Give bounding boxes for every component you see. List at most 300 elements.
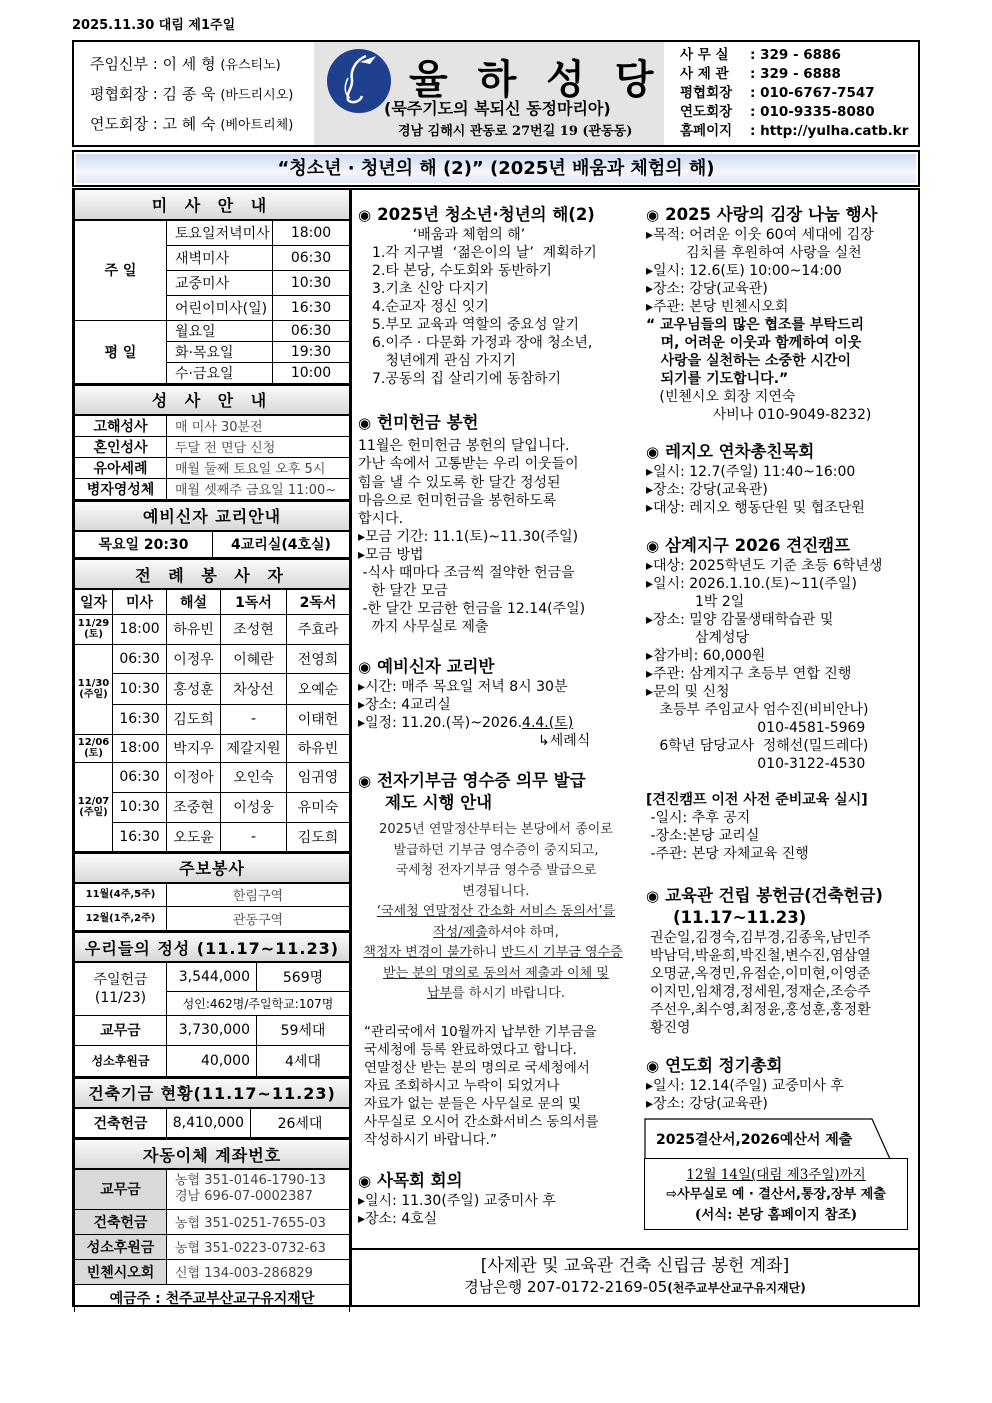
- section-heading: [358, 656, 640, 678]
- baptism-note: ↳세례식: [538, 733, 591, 749]
- text-line: 삼계성당: [646, 630, 750, 646]
- section-header: 성 사 안 내: [75, 385, 350, 415]
- legio-details: [646, 463, 928, 517]
- catechumen-room: 4교리실(4호실): [213, 531, 350, 558]
- mass-time: 16:30: [113, 704, 167, 734]
- minister-name: -: [221, 822, 287, 851]
- offering-label: 교무금: [75, 1015, 167, 1045]
- sunday-offering-amount: 3,544,000: [167, 962, 257, 991]
- minister-name: 유미숙: [287, 792, 350, 822]
- mass-time: 06:30: [273, 320, 350, 341]
- text-line: 며, 어려운 이웃과 함께하여 이웃: [646, 335, 862, 351]
- text-line: 한 달간 모금: [358, 583, 448, 600]
- sacrament-name: 고해성사: [75, 415, 167, 437]
- staff-yeondo-president: [90, 112, 314, 142]
- heading-text: 2025년 청소년·청년의 해(2): [377, 205, 595, 224]
- detail-line: ▸시간: 매주 목요일 저녁 8시 30분: [358, 679, 568, 695]
- theme-banner: “청소년 · 청년의 해 (2)” (2025년 배움과 체험의 해): [72, 150, 920, 187]
- text-line: -일시: 추후 공지: [646, 810, 751, 826]
- text-line: ▸장소: 4호실: [358, 1211, 438, 1227]
- text-line: ▸일시: 12.6(토) 10:00~14:00: [646, 263, 842, 279]
- staff-pastor: [90, 52, 314, 82]
- table-row: [75, 704, 350, 734]
- kimjang-details: [646, 226, 928, 316]
- heading-text: 삼계지구 2026 견진캠프: [665, 536, 851, 555]
- sacrament-info: 매 미사 30분전: [167, 415, 350, 437]
- mass-name: 어린이미사(일): [167, 295, 273, 320]
- text-line: ▸장소: 밀양 감물생태학습관 및: [646, 612, 834, 628]
- minister-name: 임귀영: [287, 762, 350, 792]
- mass-time: 10:30: [113, 792, 167, 822]
- text-line: 4.순교자 정신 잇기: [372, 299, 489, 315]
- text-line: 발급하던 기부금 영수증이 중지되고,: [393, 842, 599, 858]
- minister-name: 제갈지원: [221, 734, 287, 762]
- notice-text: 하니: [472, 945, 502, 960]
- service-date: [75, 734, 113, 762]
- mass-time: 18:00: [273, 220, 350, 245]
- footer-title: [사제관 및 교육관 건축 신립금 봉헌 계좌]: [480, 1256, 790, 1276]
- mass-name: 수·금요일: [167, 362, 273, 383]
- text-line: ▸주관: 삼계지구 초등부 연합 진행: [646, 666, 852, 682]
- minister-name: 조중현: [167, 792, 221, 822]
- callout-reference: (서식: 본당 홈페이지 참조): [694, 1207, 858, 1223]
- account-label: 빈첸시오회: [75, 1259, 167, 1284]
- text-line: ▸주관: 본당 빈첸시오회: [646, 299, 789, 315]
- sacrament-info: 두달 전 면담 신청: [167, 436, 350, 457]
- mass-time: 16:30: [113, 822, 167, 851]
- catechumen-table: [74, 500, 350, 559]
- building-account-footer: [352, 1248, 918, 1305]
- table-row: [75, 734, 350, 762]
- day-text: (토): [84, 748, 103, 759]
- mass-time: 19:30: [273, 341, 350, 362]
- text-line: ▸대상: 2025학년도 기준 초등 6학년생: [646, 558, 883, 574]
- youth-goals-list: [358, 244, 640, 388]
- mass-schedule-table: [74, 190, 350, 384]
- offering-amount: 40,000: [167, 1045, 257, 1076]
- contact-label: 사 무 실: [680, 47, 729, 63]
- text-line: (빈첸시오 회장 지연숙: [646, 389, 796, 405]
- minister-name: 김도희: [167, 704, 221, 734]
- text-line: 마음으로 헌미헌금을 봉헌하도록: [358, 492, 557, 509]
- catechism-section: [358, 656, 640, 750]
- text-line: ▸모금 기간: 11.1(토)~11.30(주일): [358, 529, 579, 546]
- minister-name: 오도윤: [167, 822, 221, 851]
- section-header: 자동이체 계좌번호: [75, 1139, 350, 1169]
- contact-rectory: [680, 65, 920, 84]
- service-date: [75, 614, 113, 644]
- contact-yeondo: [680, 103, 920, 122]
- contact-homepage: [680, 122, 920, 141]
- text-line: 까지 사무실로 제출: [358, 619, 489, 636]
- heading-text: 사목회 회의: [377, 1171, 463, 1190]
- council-meeting-section: [358, 1170, 640, 1228]
- yeondo-meeting-section: [646, 1055, 928, 1113]
- baptism-date: 4.4.(토): [522, 715, 574, 731]
- account-number: 농협 351-0251-7655-03: [167, 1209, 350, 1234]
- text-line: ▸참가비: 60,000원: [646, 648, 766, 664]
- text-line: 오명균,옥경민,유점순,이미현,이영준: [650, 966, 871, 982]
- notice-line: 받는 분의 명의로 동의서 제출과 이체 및: [383, 965, 609, 981]
- kimjang-section: [646, 204, 928, 424]
- text-line: 자료가 없는 분들은 사무실로 문의 및: [364, 1095, 582, 1112]
- section-heading: [358, 1170, 640, 1192]
- hunmi-section: [358, 412, 640, 636]
- text-line: ▸대상: 레지오 행동단원 및 협조단원: [646, 500, 865, 516]
- circle-bullet-icon: ◉: [646, 537, 660, 555]
- text-line: -한 달간 모금한 헌금을 12.14(주일): [358, 601, 586, 618]
- text-line: 힘을 낼 수 있도록 한 달간 정성된: [358, 474, 561, 491]
- right-column: [640, 190, 918, 1250]
- contact-value: : 010-6767-7547: [750, 85, 875, 101]
- text-line: 되기를 기도합니다.”: [646, 371, 789, 387]
- minister-name: 김도희: [287, 822, 350, 851]
- text-line: “관리국에서 10월까지 납부한 기부금을: [364, 1023, 597, 1040]
- minister-name: 하유빈: [287, 734, 350, 762]
- circle-bullet-icon: ◉: [646, 443, 660, 461]
- text-line: -주관: 본당 자체교육 진행: [646, 846, 809, 862]
- account-label: 건축헌금: [75, 1209, 167, 1234]
- text-line: 가난 속에서 고통받는 우리 이웃들이: [358, 456, 579, 473]
- section-header: 미 사 안 내: [75, 190, 350, 220]
- notice-text: 반드시 기부금 영수증: [501, 945, 623, 960]
- text-line: 초등부 주임교사 엄수진(비비안나): [646, 702, 869, 718]
- account-number: 농협 351-0223-0732-63: [167, 1234, 350, 1259]
- column-header: 미사: [113, 589, 167, 614]
- minister-name: 오예순: [287, 673, 350, 704]
- text-line: 주선우,최수영,최정윤,홍성훈,홍정환: [650, 1002, 871, 1018]
- mass-name: 화·목요일: [167, 341, 273, 362]
- auto-transfer-table: [74, 1138, 350, 1312]
- minister-name: 하유빈: [167, 614, 221, 644]
- date-text: 12/06: [77, 737, 110, 748]
- text-line: 2025년 연말정산부터는 본당에서 종이로: [379, 822, 613, 837]
- heading-text: 교육관 건립 봉헌금(건축헌금): [665, 886, 883, 905]
- text-line: 사비나 010-9049-8232): [646, 407, 872, 423]
- text-line: 3.기초 신앙 다지기: [372, 281, 489, 297]
- minister-name: 이성웅: [221, 792, 287, 822]
- building-fund-table: [74, 1077, 350, 1139]
- section-heading: [646, 535, 928, 557]
- minister-name: -: [221, 704, 287, 734]
- account-label: 성소후원금: [75, 1234, 167, 1259]
- table-row: [75, 762, 350, 792]
- notice-text: 작성/제출: [433, 924, 488, 940]
- text-line: 1박 2일: [646, 594, 745, 610]
- building-offering-amount: 8,410,000: [167, 1108, 251, 1138]
- text-line: 사랑을 실천하는 소중한 시간이: [646, 353, 852, 369]
- homepage-link[interactable]: : http://yulha.catb.kr: [750, 123, 909, 139]
- youth-year-section: [358, 204, 640, 388]
- text-line: ▸장소: 강당(교육관): [646, 1096, 768, 1112]
- mass-name: 토요일저녁미사: [167, 220, 273, 245]
- table-row: [75, 644, 350, 673]
- minister-name: 이태헌: [287, 704, 350, 734]
- offering-label: 성소후원금: [75, 1045, 167, 1076]
- contact-value: : 010-9335-8080: [750, 104, 875, 120]
- pre-education-title: [견진캠프 이전 사전 준비교육 실시]: [646, 792, 868, 808]
- contact-label: 평협회장: [680, 85, 733, 101]
- attendance-count: 569명: [257, 962, 350, 991]
- building-offering-label: 건축헌금: [75, 1108, 167, 1138]
- section-heading: [358, 770, 640, 792]
- circle-bullet-icon: ◉: [358, 206, 372, 224]
- section-header: 우리들의 정성 (11.17~11.23): [75, 932, 350, 962]
- date-text: 12/07: [77, 795, 110, 807]
- section-heading: [646, 1055, 928, 1077]
- sacrament-name: 병자영성체: [75, 478, 167, 499]
- notice-text: 하셔야 하며,: [487, 924, 559, 940]
- table-row: [75, 673, 350, 704]
- circle-bullet-icon: ◉: [358, 1172, 372, 1190]
- baptismal-name: (바드리시오): [220, 88, 294, 103]
- day-text: (토): [84, 629, 103, 640]
- text-line: ▸일시: 12.7(주일) 11:40~16:00: [646, 464, 856, 480]
- text-line: 변경됩니다.: [462, 883, 530, 899]
- notice-text: 납부: [427, 986, 453, 1001]
- mass-name: 교중미사: [167, 270, 273, 295]
- text-line: 청년에게 관심 가지기: [372, 353, 516, 369]
- column-header: 해설: [167, 589, 221, 614]
- text-line: 황진영: [650, 1020, 691, 1036]
- minister-name: 조성현: [221, 614, 287, 644]
- notice-text: 책정자 변경이 불가: [363, 945, 473, 960]
- section-heading: [358, 412, 640, 434]
- attendance-detail: 성인:462명/주일학교:107명: [167, 991, 350, 1015]
- text-line: 11월은 헌미헌금 봉헌의 달입니다.: [358, 438, 570, 454]
- text-line: 자료 조회하시고 누락이 되었거나: [364, 1077, 560, 1094]
- donor-names: [646, 929, 928, 1037]
- church-patron: (묵주기도의 복되신 동정마리아): [384, 99, 611, 118]
- minister-name: 차상선: [221, 673, 287, 704]
- offering-table: [74, 931, 350, 1077]
- text-line: 010-4581-5969: [646, 720, 866, 736]
- building-donors-section: [646, 885, 928, 1037]
- sacrament-name: 혼인성사: [75, 436, 167, 457]
- heading-text: 2025 사랑의 김장 나눔 행사: [665, 205, 878, 224]
- camp-details: [646, 557, 928, 773]
- bulletin-service-table: [74, 852, 350, 932]
- text-line: 010-3122-4530: [646, 756, 866, 772]
- text-line: 연말정산 받는 분의 명의로 국세청에서: [364, 1059, 590, 1076]
- detail-line: ▸일정: 11.20.(목)~2026.: [358, 715, 523, 731]
- baptismal-name: (유스티노): [220, 58, 281, 73]
- section-header: 전 례 봉 사 자: [75, 559, 350, 589]
- church-name: 율 하 성 당: [409, 57, 662, 103]
- mass-time: 10:00: [273, 362, 350, 383]
- text-line: 권순일,김경숙,김부경,김종욱,남민주: [650, 930, 871, 946]
- minister-name: 전영희: [287, 644, 350, 673]
- hunmi-details: [358, 528, 640, 636]
- service-district: 한림구역: [167, 883, 350, 907]
- text-line: ▸모금 방법: [358, 547, 424, 564]
- date-text: 11/30: [77, 678, 110, 689]
- kimjang-quote: [646, 316, 928, 388]
- text-line: 1.각 지구별 ‘젊은이의 날’ 계획하기: [372, 245, 597, 261]
- text-line: ▸일시: 12.14(주일) 교중미사 후: [646, 1078, 844, 1094]
- contact-label: 연도회장: [680, 104, 733, 120]
- text-line: 7.공동의 집 살리기에 동참하기: [372, 371, 561, 387]
- sunday-label: 주 일: [75, 220, 167, 320]
- staff-council-president: [90, 82, 314, 112]
- kimjang-signature: [646, 388, 928, 424]
- mass-time: 18:00: [113, 734, 167, 762]
- minister-name: 이혜란: [221, 644, 287, 673]
- receipt-quote: [358, 1023, 640, 1149]
- council-details: [358, 1192, 640, 1228]
- notice-line: ‘국세청 연말정산 간소화 서비스 동의서’를: [376, 904, 616, 919]
- service-date: [75, 644, 113, 734]
- service-period: 11월(4주,5주): [75, 883, 167, 907]
- circle-bullet-icon: ◉: [646, 1057, 660, 1075]
- minister-name: 이정우: [167, 644, 221, 673]
- bulletin-body: [72, 188, 920, 1307]
- pre-education-details: [646, 809, 928, 863]
- text-line: ▸장소: 강당(교육관): [646, 482, 768, 498]
- heading-text: 헌미헌금 봉헌: [377, 413, 479, 432]
- confirmation-camp-section: [646, 535, 928, 863]
- section-heading: [646, 204, 928, 226]
- offering-amount: 3,730,000: [167, 1015, 257, 1045]
- section-heading: [358, 204, 640, 226]
- sacrament-name: 유아세례: [75, 457, 167, 478]
- contact-list: [664, 42, 920, 145]
- text-line: ▸장소: 강당(교육관): [646, 281, 768, 297]
- hunmi-paragraph: [358, 437, 640, 528]
- mass-name: 월요일: [167, 320, 273, 341]
- account-number: 경남 696-07-0002387: [175, 1189, 313, 1205]
- text-line: 국세청 전자기부금 영수증 발급으로: [395, 863, 597, 878]
- service-district: 관동구역: [167, 907, 350, 931]
- circle-bullet-icon: ◉: [358, 772, 372, 790]
- middle-column: [352, 190, 640, 1250]
- account-label: 교무금: [75, 1169, 167, 1209]
- text-line: -식사 때마다 조금씩 절약한 헌금을: [358, 565, 575, 582]
- text-line: 6.이주 · 다문화 가정과 장애 청소년,: [372, 335, 593, 351]
- column-header: 1독서: [221, 589, 287, 614]
- mass-time: 06:30: [113, 762, 167, 792]
- heading-text: 제도 시행 안내: [385, 793, 493, 812]
- bulletin-header: [72, 40, 920, 147]
- heading-text: 예비신자 교리반: [377, 657, 495, 676]
- heading-text: 레지오 연차총친목회: [665, 442, 815, 461]
- church-title-block: [314, 42, 664, 145]
- contact-council: [680, 84, 920, 103]
- service-period: 12월(1주,2주): [75, 907, 167, 931]
- text-line: 이지민,임채경,정세원,정재순,조승주: [650, 984, 871, 1000]
- sacrament-info: 매월 둘째 토요일 오후 5시: [167, 457, 350, 478]
- text-line: 국세청에 등록 완료하였다고 합니다.: [364, 1041, 577, 1058]
- column-header: 일자: [75, 589, 113, 614]
- section-header: 예비신자 교리안내: [75, 501, 350, 531]
- sunday-offering-date: (11/23): [94, 989, 147, 1006]
- heading-text: 연도회 정기총회: [665, 1056, 783, 1075]
- table-row: [75, 822, 350, 851]
- table-row: [75, 614, 350, 644]
- mass-time: 16:30: [273, 295, 350, 320]
- weekday-label: 평 일: [75, 320, 167, 383]
- mass-name: 새벽미사: [167, 245, 273, 270]
- callout-deadline: 12월 14일(대림 제3주일)까지: [686, 1167, 866, 1183]
- text-line: ▸문의 및 신청: [646, 684, 730, 700]
- church-address: 경남 김해시 관동로 27번길 19 (관동동): [398, 124, 633, 139]
- account-number: 농협 351-0146-1790-13: [175, 1173, 326, 1189]
- account-number: 신협 134-003-286829: [167, 1259, 350, 1284]
- mass-time: 06:30: [113, 644, 167, 673]
- catechumen-time: 목요일 20:30: [75, 531, 213, 558]
- sacrament-table: [74, 384, 350, 500]
- circle-bullet-icon: ◉: [646, 887, 660, 905]
- minister-name: 오인숙: [221, 762, 287, 792]
- bulletin-date: 2025.11.30 대림 제1주일: [72, 18, 236, 33]
- contact-office: [680, 46, 920, 65]
- bank-account: 경남은행 207-0172-2169-05: [464, 1278, 668, 1296]
- day-text: (주일): [79, 689, 108, 700]
- legio-section: [646, 441, 928, 517]
- date-text: 11/29: [77, 618, 110, 629]
- mass-time: 10:30: [113, 673, 167, 704]
- table-row: [75, 792, 350, 822]
- donation-receipt-section: [358, 770, 640, 1149]
- circle-bullet-icon: ◉: [358, 414, 372, 432]
- circle-bullet-icon: ◉: [358, 658, 372, 676]
- text-line: 사무실로 오시어 간소화서비스 동의서를: [364, 1113, 599, 1130]
- period-text: (11.17~11.23): [673, 908, 807, 927]
- contact-label: 홈페이지: [680, 123, 733, 139]
- staff-list: [74, 42, 314, 145]
- day-text: (주일): [79, 806, 108, 818]
- contact-value: : 329 - 6886: [750, 47, 841, 63]
- receipt-paragraph: [358, 820, 634, 902]
- notice-text: 를 하시기 바랍니다.: [452, 986, 565, 1001]
- account-holder: 예금주 : 천주교부산교구유지재단: [75, 1284, 350, 1312]
- building-offering-count: 26세대: [251, 1108, 350, 1138]
- section-header: 주보봉사: [75, 853, 350, 883]
- staff-role: 평협회장 : 김 종 욱: [90, 85, 216, 103]
- church-logo: [326, 48, 392, 114]
- baptismal-name: (베아트리체): [220, 118, 294, 133]
- text-line: ▸일시: 2026.1.10.(토)~11(주일): [646, 576, 857, 592]
- section-heading: [646, 441, 928, 463]
- contact-value: : 329 - 6888: [750, 66, 841, 82]
- minister-name: 홍성훈: [167, 673, 221, 704]
- text-line: ▸목적: 어려운 이웃 60여 세대에 김장: [646, 227, 874, 243]
- offering-count: 59세대: [257, 1015, 350, 1045]
- mass-time: 18:00: [113, 614, 167, 644]
- text-line: 6학년 담당교사 정해선(밀드레다): [646, 738, 869, 754]
- column-header: 2독서: [287, 589, 350, 614]
- text-line: 김치를 후원하여 사랑을 실천: [646, 245, 862, 261]
- section-heading: [646, 885, 928, 907]
- text-line: ▸일시: 11.30(주일) 교중미사 후: [358, 1193, 556, 1209]
- text-line: 박남덕,박윤희,박진철,변수진,염삼열: [650, 948, 871, 964]
- callout-title: 2025결산서,2026예산서 제출: [656, 1132, 853, 1148]
- contact-label: 사 제 관: [680, 66, 729, 82]
- budget-submission-callout: [644, 1158, 908, 1230]
- staff-role: 연도회장 : 고 혜 숙: [90, 115, 216, 133]
- text-line: 작성하시기 바랍니다.”: [364, 1131, 497, 1148]
- heading-text: 전자기부금 영수증 의무 발급: [377, 771, 586, 790]
- circle-bullet-icon: ◉: [646, 206, 660, 224]
- text-line: 5.부모 교육과 역할의 중요성 알기: [372, 317, 579, 333]
- yeondo-details: [646, 1077, 928, 1113]
- account-holder: (천주교부산교구유지재단): [667, 1281, 806, 1295]
- subtitle: ‘배움과 체험의 해’: [412, 227, 526, 243]
- offering-count: 4세대: [257, 1045, 350, 1076]
- text-line: 합시다.: [358, 511, 404, 528]
- text-line: -장소:본당 교리실: [646, 828, 760, 844]
- mass-time: 10:30: [273, 270, 350, 295]
